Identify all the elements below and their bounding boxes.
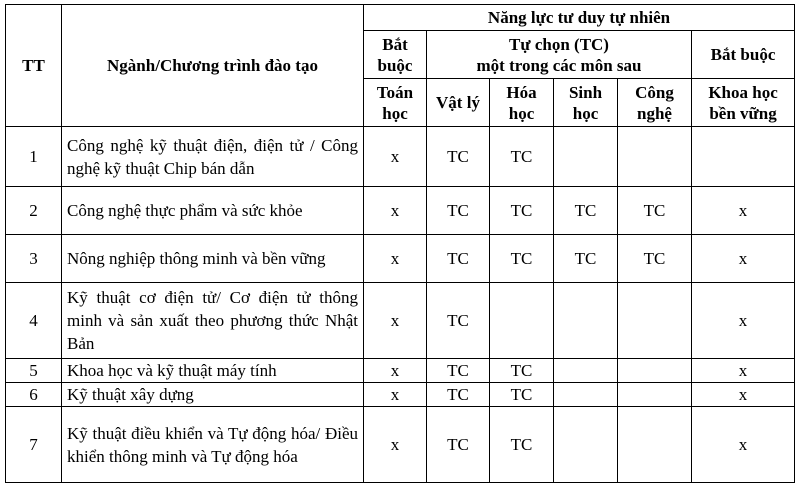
header-subject-math: Toán học [364,79,427,127]
mark-physics: TC [427,127,490,187]
header-program: Ngành/Chương trình đào tạo [62,5,364,127]
mark-sustainability: x [692,235,795,283]
mark-sustainability: x [692,283,795,359]
mark-sustainability: x [692,359,795,383]
header-group: Năng lực tư duy tự nhiên [364,5,795,31]
mark-physics: TC [427,235,490,283]
header-subject-sustainability: Khoa học bền vững [692,79,795,127]
program-name: Khoa học và kỹ thuật máy tính [62,359,364,383]
mark-physics: TC [427,407,490,483]
mark-technology: TC [618,187,692,235]
program-name: Công nghệ thực phẩm và sức khỏe [62,187,364,235]
mark-technology [618,407,692,483]
mark-technology [618,283,692,359]
mark-biology: TC [554,187,618,235]
table-row [6,359,795,383]
row-number: 6 [6,383,62,407]
table-row [6,127,795,187]
header-subject-technology: Công nghệ [618,79,692,127]
table-header [6,5,795,127]
row-number: 1 [6,127,62,187]
row-number: 7 [6,407,62,483]
mark-math: x [364,187,427,235]
table-row [6,187,795,235]
mark-physics: TC [427,283,490,359]
mark-biology [554,359,618,383]
row-number: 5 [6,359,62,383]
header-elective-line2: một trong các môn sau [476,55,642,75]
program-name: Công nghệ kỹ thuật điện, điện tử / Công nghệ kỹ thuật Chip bán dẫn [62,127,364,187]
admission-subjects-table [5,4,795,483]
table-row [6,383,795,407]
mark-sustainability: x [692,187,795,235]
program-name: Kỹ thuật xây dựng [62,383,364,407]
mark-technology: TC [618,235,692,283]
header-subject-biology: Sinh học [554,79,618,127]
mark-physics: TC [427,383,490,407]
program-name: Kỹ thuật cơ điện tử/ Cơ điện tử thông minh và sản xuất theo phương thức Nhật Bản [62,283,364,359]
mark-math: x [364,127,427,187]
mark-chemistry: TC [490,359,554,383]
header-elective-line1: Tự chọn (TC) [509,34,609,54]
mark-chemistry: TC [490,407,554,483]
mark-biology [554,383,618,407]
table-row [6,283,795,359]
mark-physics: TC [427,187,490,235]
mark-sustainability: x [692,407,795,483]
mark-chemistry: TC [490,235,554,283]
mark-chemistry: TC [490,187,554,235]
header-required-right: Bắt buộc [692,31,795,79]
mark-technology [618,359,692,383]
table-body [6,127,795,483]
mark-sustainability: x [692,383,795,407]
mark-technology [618,127,692,187]
mark-physics: TC [427,359,490,383]
mark-math: x [364,235,427,283]
header-required-left: Bắt buộc [364,31,427,79]
mark-biology [554,407,618,483]
program-name: Kỹ thuật điều khiển và Tự động hóa/ Điều khiển thông minh và Tự động hóa [62,407,364,483]
table-row [6,235,795,283]
header-subject-physics: Vật lý [427,79,490,127]
header-tt: TT [6,5,62,127]
mark-biology [554,283,618,359]
program-name: Nông nghiệp thông minh và bền vững [62,235,364,283]
header-elective [427,31,692,79]
row-number: 4 [6,283,62,359]
row-number: 3 [6,235,62,283]
table-row [6,407,795,483]
mark-technology [618,383,692,407]
mark-biology: TC [554,235,618,283]
mark-math: x [364,407,427,483]
mark-sustainability [692,127,795,187]
mark-math: x [364,359,427,383]
mark-chemistry: TC [490,127,554,187]
mark-math: x [364,383,427,407]
row-number: 2 [6,187,62,235]
mark-biology [554,127,618,187]
mark-chemistry: TC [490,383,554,407]
mark-math: x [364,283,427,359]
header-subject-chemistry: Hóa học [490,79,554,127]
mark-chemistry [490,283,554,359]
